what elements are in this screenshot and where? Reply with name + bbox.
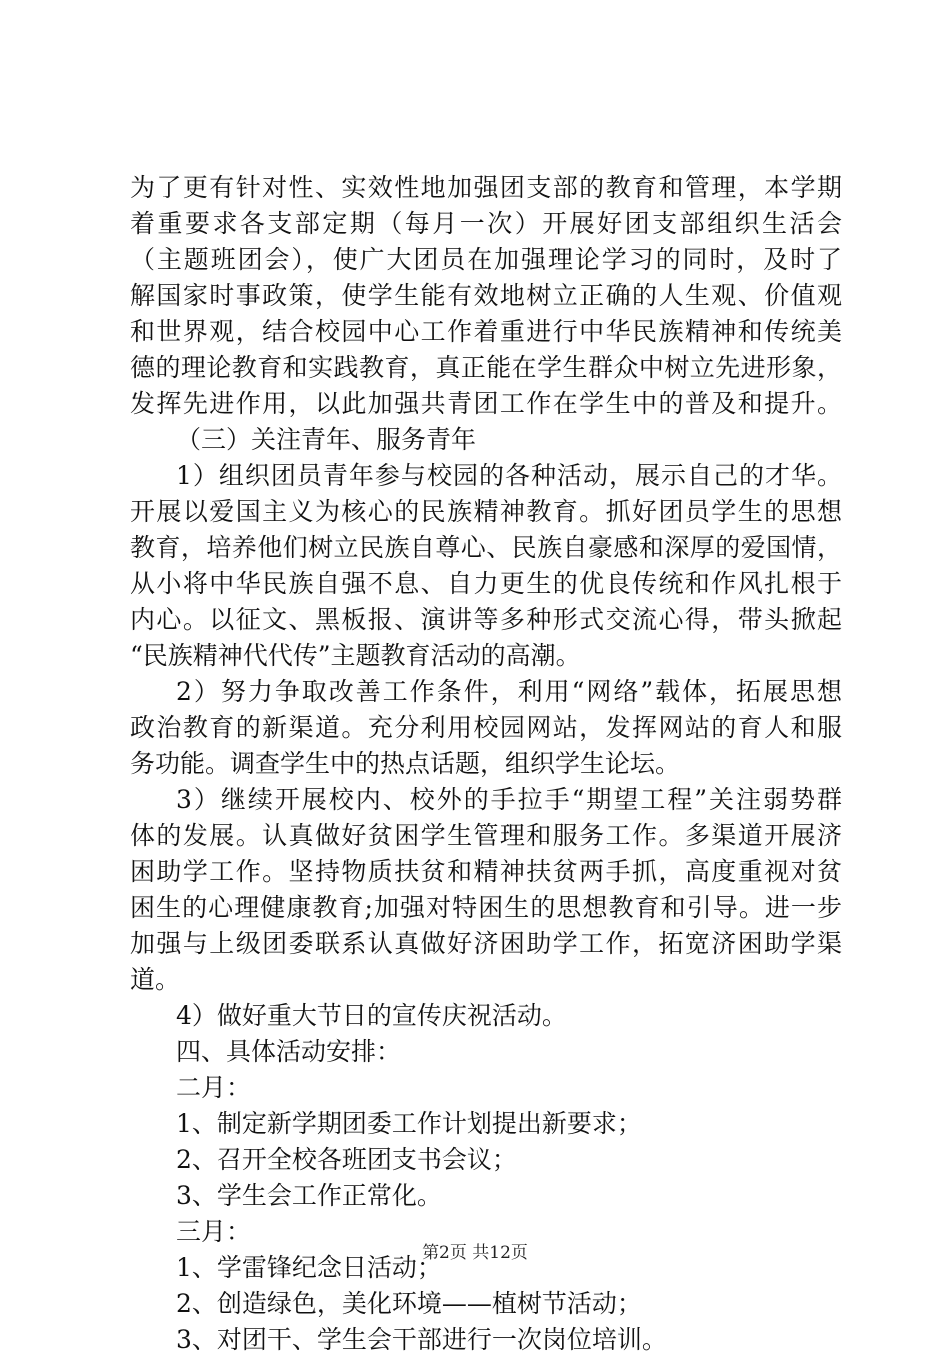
list-item: 2、创造绿色，美化环境——植树节活动；	[176, 1289, 642, 1318]
list-item: 2、召开全校各班团支书会议；	[176, 1145, 517, 1174]
body-line: 着重要求各支部定期（每月一次）开展好团支部组织生活会	[130, 209, 842, 238]
month-heading: 三月：	[176, 1217, 252, 1246]
body-line: 解国家时事政策，使学生能有效地树立正确的人生观、价值观	[130, 281, 842, 310]
body-line: 困生的心理健康教育;加强对特困生的思想教育和引导。进一步	[130, 893, 842, 922]
month-heading: 二月：	[176, 1073, 252, 1102]
body-line: 加强与上级团委联系认真做好济困助学工作，拓宽济困助学渠	[130, 929, 842, 958]
body-line: 3）继续开展校内、校外的手拉手“期望工程”关注弱势群	[176, 785, 842, 814]
body-line: 政治教育的新渠道。充分利用校园网站，发挥网站的育人和服	[130, 713, 842, 742]
body-line: 开展以爱国主义为核心的民族精神教育。抓好团员学生的思想	[130, 497, 842, 526]
body-line: 发挥先进作用，以此加强共青团工作在学生中的普及和提升。	[130, 389, 842, 418]
page-number-footer: 第2页 共12页	[422, 1243, 528, 1263]
body-line: 内心。以征文、黑板报、演讲等多种形式交流心得，带头掀起	[130, 605, 842, 634]
list-item: 1、制定新学期团委工作计划提出新要求；	[176, 1109, 642, 1138]
body-line: 困助学工作。坚持物质扶贫和精神扶贫两手抓，高度重视对贫	[130, 857, 842, 886]
document-body	[130, 170, 842, 1358]
body-line: 从小将中华民族自强不息、自力更生的优良传统和作风扎根于	[130, 569, 842, 598]
body-line: 体的发展。认真做好贫困学生管理和服务工作。多渠道开展济	[130, 821, 842, 850]
list-item: 3、对团干、学生会干部进行一次岗位培训。	[176, 1325, 667, 1354]
body-line: 教育，培养他们树立民族自尊心、民族自豪感和深厚的爱国情，	[130, 533, 842, 562]
body-line: 和世界观，结合校园中心工作着重进行中华民族精神和传统美	[130, 317, 842, 346]
body-line: 道。	[130, 965, 181, 994]
section-heading: （三）关注青年、服务青年	[176, 425, 477, 454]
body-line: （主题班团会），使广大团员在加强理论学习的同时，及时了	[130, 245, 842, 274]
section-heading: 四、具体活动安排：	[176, 1037, 402, 1066]
body-line: 德的理论教育和实践教育，真正能在学生群众中树立先进形象，	[130, 353, 842, 382]
body-line: “民族精神代代传”主题教育活动的高潮。	[130, 641, 581, 670]
body-line: 1）组织团员青年参与校园的各种活动，展示自己的才华。	[176, 461, 842, 490]
list-item: 3、学生会工作正常化。	[176, 1181, 442, 1210]
list-item: 1、学雷锋纪念日活动；	[176, 1253, 442, 1282]
body-line: 2）努力争取改善工作条件，利用“网络”载体，拓展思想	[176, 677, 842, 706]
body-line: 务功能。调查学生中的热点话题，组织学生论坛。	[130, 749, 681, 778]
body-line: 4）做好重大节日的宣传庆祝活动。	[176, 1001, 567, 1030]
body-line: 为了更有针对性、实效性地加强团支部的教育和管理，本学期	[130, 173, 842, 202]
